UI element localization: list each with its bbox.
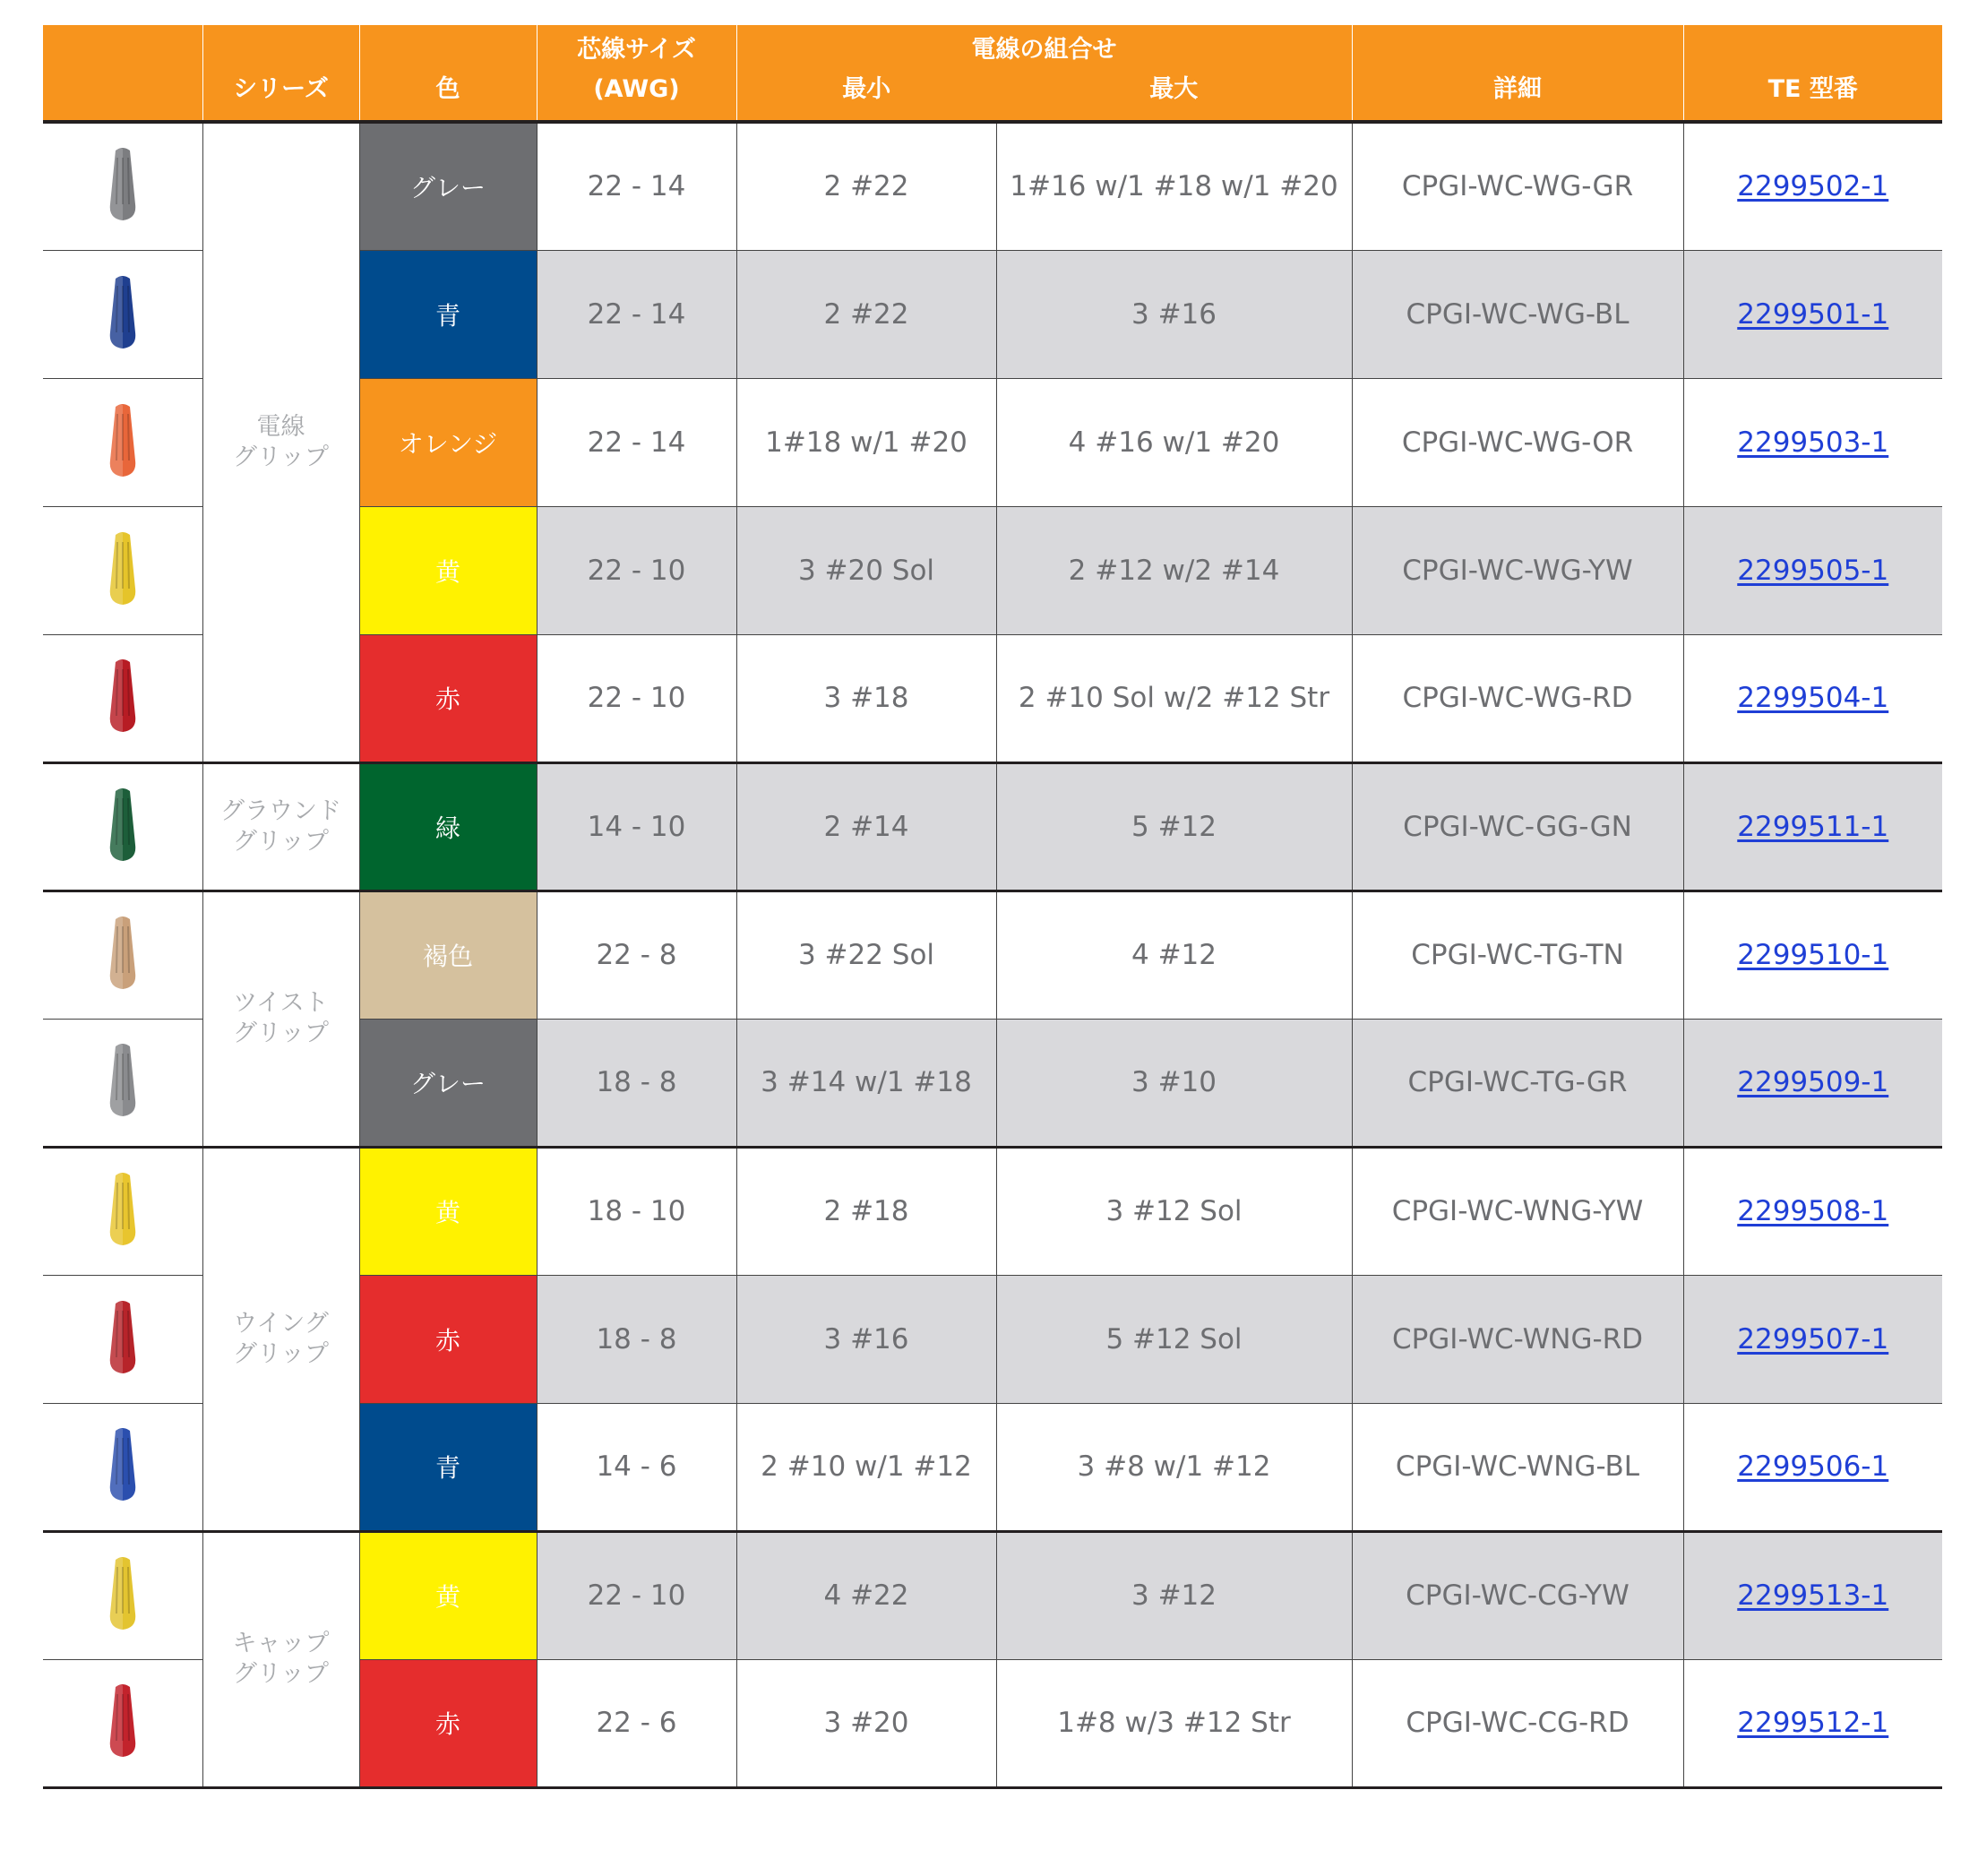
max-combination-cell: 3 #8 w/1 #12: [996, 1403, 1352, 1531]
awg-cell: 22 - 8: [537, 891, 736, 1019]
wire-connector-icon: [96, 1037, 150, 1127]
detail-cell: CPGI-WC-WG-GR: [1352, 122, 1683, 250]
awg-cell: 18 - 10: [537, 1147, 736, 1275]
header-wire-combination: 電線の組合せ: [736, 25, 1352, 66]
min-combination-cell: 3 #18: [736, 634, 996, 762]
product-image-cell: [43, 1275, 202, 1403]
product-image-cell: [43, 250, 202, 378]
te-part-number-cell: [1683, 891, 1942, 1019]
te-part-number-link[interactable]: 2299506-1: [1737, 1450, 1889, 1483]
color-swatch-cell: 青: [359, 250, 537, 378]
max-combination-cell: 5 #12 Sol: [996, 1275, 1352, 1403]
series-cell: 電線 グリップ: [202, 122, 359, 762]
max-combination-cell: 4 #12: [996, 891, 1352, 1019]
min-combination-cell: 2 #18: [736, 1147, 996, 1275]
header-color: 色: [359, 66, 537, 122]
series-cell: グラウンド グリップ: [202, 762, 359, 891]
header-min: 最小: [736, 66, 996, 122]
te-part-number-cell: [1683, 378, 1942, 506]
max-combination-cell: 1#16 w/1 #18 w/1 #20: [996, 122, 1352, 250]
min-combination-cell: 3 #14 w/1 #18: [736, 1019, 996, 1147]
te-part-number-cell: [1683, 122, 1942, 250]
color-swatch-cell: グレー: [359, 1019, 537, 1147]
min-combination-cell: 3 #22 Sol: [736, 891, 996, 1019]
min-combination-cell: 3 #20 Sol: [736, 506, 996, 634]
min-combination-cell: 2 #22: [736, 122, 996, 250]
wire-connector-icon: [96, 1166, 150, 1256]
te-part-number-link[interactable]: 2299504-1: [1737, 682, 1889, 714]
awg-cell: 22 - 14: [537, 122, 736, 250]
wire-connector-icon: [96, 270, 150, 359]
min-combination-cell: 2 #14: [736, 762, 996, 891]
min-combination-cell: 1#18 w/1 #20: [736, 378, 996, 506]
te-part-number-link[interactable]: 2299512-1: [1737, 1707, 1889, 1739]
min-combination-cell: 2 #22: [736, 250, 996, 378]
awg-cell: 22 - 14: [537, 378, 736, 506]
header-max: 最大: [996, 66, 1352, 122]
header-blank-image: [43, 25, 202, 66]
min-combination-cell: 3 #20: [736, 1659, 996, 1787]
product-image-cell: [43, 1659, 202, 1787]
color-swatch-cell: 褐色: [359, 891, 537, 1019]
max-combination-cell: 2 #10 Sol w/2 #12 Str: [996, 634, 1352, 762]
header-te-part-number: TE 型番: [1683, 66, 1942, 122]
series-cell: ツイスト グリップ: [202, 891, 359, 1147]
detail-cell: CPGI-WC-TG-GR: [1352, 1019, 1683, 1147]
max-combination-cell: 3 #16: [996, 250, 1352, 378]
header-awg-line1: 芯線サイズ: [537, 25, 736, 66]
awg-cell: 22 - 10: [537, 1531, 736, 1659]
product-image-cell: [43, 762, 202, 891]
product-image-cell: [43, 891, 202, 1019]
detail-cell: CPGI-WC-TG-TN: [1352, 891, 1683, 1019]
awg-cell: 22 - 10: [537, 506, 736, 634]
te-part-number-cell: [1683, 1147, 1942, 1275]
te-part-number-link[interactable]: 2299503-1: [1737, 426, 1889, 459]
color-swatch-cell: 黄: [359, 1147, 537, 1275]
color-swatch-cell: グレー: [359, 122, 537, 250]
max-combination-cell: 3 #12: [996, 1531, 1352, 1659]
te-part-number-link[interactable]: 2299510-1: [1737, 939, 1889, 971]
awg-cell: 18 - 8: [537, 1019, 736, 1147]
awg-cell: 22 - 6: [537, 1659, 736, 1787]
wire-connector-icon: [96, 1295, 150, 1384]
max-combination-cell: 2 #12 w/2 #14: [996, 506, 1352, 634]
header-blank-te: [1683, 25, 1942, 66]
color-swatch-cell: オレンジ: [359, 378, 537, 506]
max-combination-cell: 3 #12 Sol: [996, 1147, 1352, 1275]
header-detail: 詳細: [1352, 66, 1683, 122]
awg-cell: 18 - 8: [537, 1275, 736, 1403]
wire-connector-icon: [96, 910, 150, 1000]
series-cell: キャップ グリップ: [202, 1531, 359, 1787]
te-part-number-cell: [1683, 1019, 1942, 1147]
awg-cell: 22 - 14: [537, 250, 736, 378]
table-body: [43, 122, 1942, 1787]
table-row: [43, 122, 1942, 250]
te-part-number-cell: [1683, 1659, 1942, 1787]
detail-cell: CPGI-WC-CG-RD: [1352, 1659, 1683, 1787]
te-part-number-link[interactable]: 2299508-1: [1737, 1195, 1889, 1227]
wire-connector-icon: [96, 653, 150, 743]
te-part-number-cell: [1683, 634, 1942, 762]
color-swatch-cell: 赤: [359, 634, 537, 762]
header-blank-series: [202, 25, 359, 66]
wire-connector-icon: [96, 782, 150, 872]
product-image-cell: [43, 634, 202, 762]
awg-cell: 22 - 10: [537, 634, 736, 762]
connector-table-container: [43, 25, 1942, 1789]
table-row: [43, 1531, 1942, 1659]
te-part-number-link[interactable]: 2299513-1: [1737, 1579, 1889, 1612]
min-combination-cell: 3 #16: [736, 1275, 996, 1403]
table-row: [43, 1147, 1942, 1275]
color-swatch-cell: 赤: [359, 1275, 537, 1403]
series-cell: ウイング グリップ: [202, 1147, 359, 1531]
detail-cell: CPGI-WC-WG-YW: [1352, 506, 1683, 634]
product-image-cell: [43, 1403, 202, 1531]
header-awg-line2: (AWG): [537, 66, 736, 122]
header-blank-detail: [1352, 25, 1683, 66]
color-swatch-cell: 赤: [359, 1659, 537, 1787]
te-part-number-cell: [1683, 250, 1942, 378]
detail-cell: CPGI-WC-GG-GN: [1352, 762, 1683, 891]
min-combination-cell: 4 #22: [736, 1531, 996, 1659]
te-part-number-link[interactable]: 2299509-1: [1737, 1066, 1889, 1098]
header-image: [43, 66, 202, 122]
color-swatch-cell: 黄: [359, 506, 537, 634]
wire-connector-icon: [96, 1678, 150, 1768]
detail-cell: CPGI-WC-WNG-BL: [1352, 1403, 1683, 1531]
wire-connector-icon: [96, 526, 150, 615]
te-part-number-link[interactable]: 2299505-1: [1737, 554, 1889, 587]
awg-cell: 14 - 6: [537, 1403, 736, 1531]
wire-connector-icon: [96, 142, 150, 231]
wire-connector-icon: [96, 1422, 150, 1511]
detail-cell: CPGI-WC-WNG-YW: [1352, 1147, 1683, 1275]
max-combination-cell: 5 #12: [996, 762, 1352, 891]
wire-connector-table: [43, 25, 1942, 1789]
detail-cell: CPGI-WC-WNG-RD: [1352, 1275, 1683, 1403]
table-header: [43, 25, 1942, 122]
color-swatch-cell: 青: [359, 1403, 537, 1531]
te-part-number-cell: [1683, 762, 1942, 891]
detail-cell: CPGI-WC-WG-OR: [1352, 378, 1683, 506]
te-part-number-link[interactable]: 2299501-1: [1737, 297, 1889, 331]
product-image-cell: [43, 1147, 202, 1275]
min-combination-cell: 2 #10 w/1 #12: [736, 1403, 996, 1531]
te-part-number-cell: [1683, 506, 1942, 634]
product-image-cell: [43, 122, 202, 250]
max-combination-cell: 4 #16 w/1 #20: [996, 378, 1352, 506]
table-row: [43, 891, 1942, 1019]
te-part-number-cell: [1683, 1531, 1942, 1659]
detail-cell: CPGI-WC-WG-RD: [1352, 634, 1683, 762]
product-image-cell: [43, 506, 202, 634]
color-swatch-cell: 黄: [359, 1531, 537, 1659]
te-part-number-cell: [1683, 1275, 1942, 1403]
max-combination-cell: 1#8 w/3 #12 Str: [996, 1659, 1352, 1787]
te-part-number-link[interactable]: 2299511-1: [1737, 810, 1889, 843]
header-series: シリーズ: [202, 66, 359, 122]
te-part-number-link[interactable]: 2299502-1: [1737, 170, 1889, 203]
color-swatch-cell: 緑: [359, 762, 537, 891]
detail-cell: CPGI-WC-CG-YW: [1352, 1531, 1683, 1659]
product-image-cell: [43, 1019, 202, 1147]
detail-cell: CPGI-WC-WG-BL: [1352, 250, 1683, 378]
wire-connector-icon: [96, 398, 150, 487]
header-blank-color: [359, 25, 537, 66]
max-combination-cell: 3 #10: [996, 1019, 1352, 1147]
te-part-number-link[interactable]: 2299507-1: [1737, 1322, 1889, 1355]
wire-connector-icon: [96, 1551, 150, 1640]
product-image-cell: [43, 378, 202, 506]
table-row: [43, 762, 1942, 891]
awg-cell: 14 - 10: [537, 762, 736, 891]
te-part-number-cell: [1683, 1403, 1942, 1531]
product-image-cell: [43, 1531, 202, 1659]
